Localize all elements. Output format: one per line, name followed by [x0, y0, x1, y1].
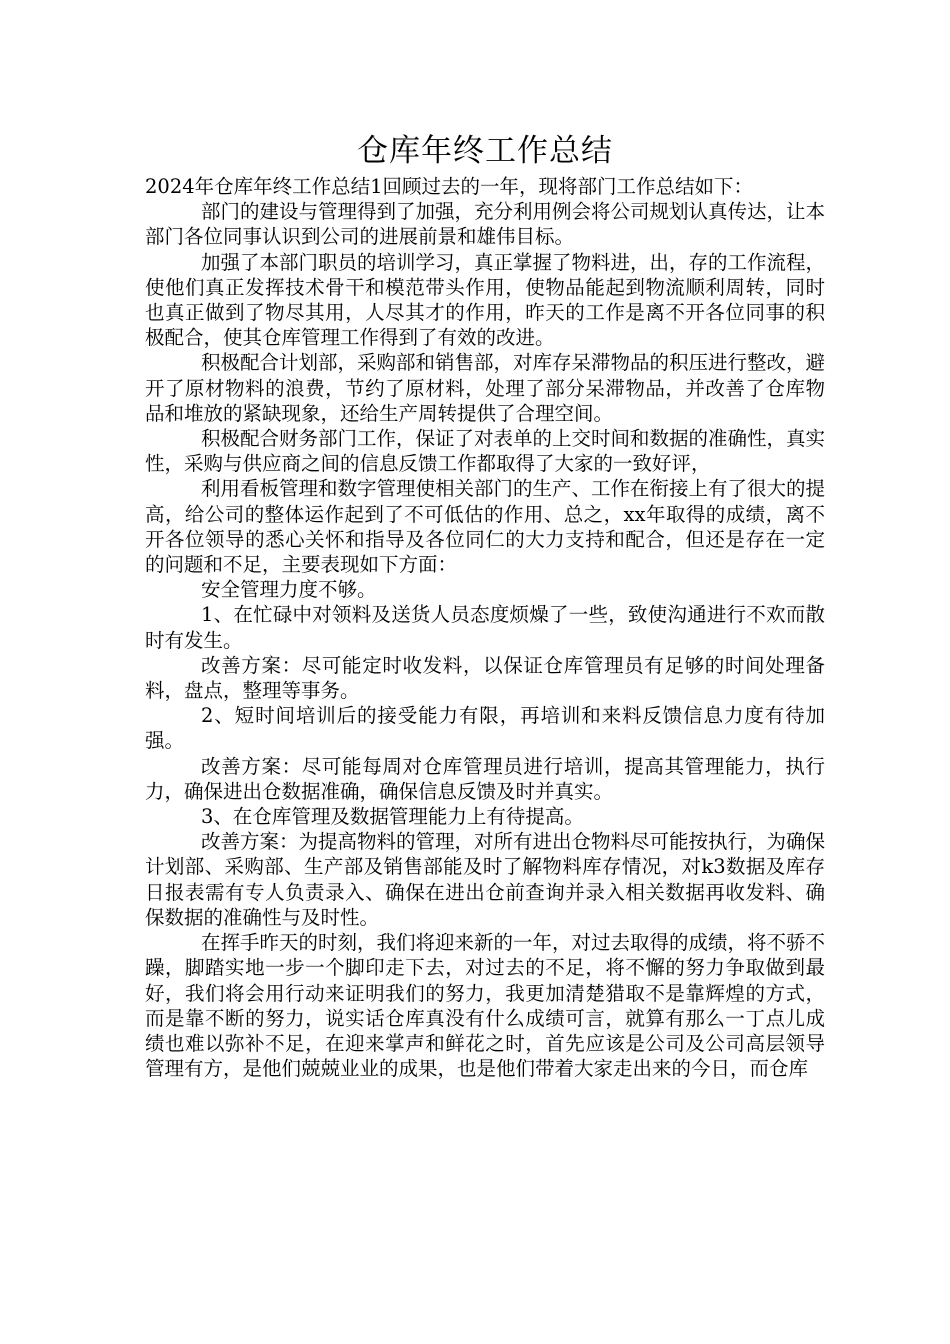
paragraph-issue-3: 3、在仓库管理及数据管理能力上有待提高。 [201, 805, 584, 829]
document-title: 仓库年终工作总结 [357, 133, 613, 169]
paragraph-safety-issue: 安全管理力度不够。 [201, 578, 377, 602]
paragraph-issue-1: 1、在忙碌中对领料及送货人员态度烦燥了一些，致使沟通进行不欢而散时有发生。 [145, 603, 825, 652]
paragraph-conclusion: 在挥手昨天的时刻，我们将迎来新的一年，对过去取得的成绩，将不骄不躁，脚踏实地一步一个脚印走下去，对过去的不足，将不懈的努力争取做到最好，我们将会用行动来证明我们的努力，我更加清楚猎取不是靠辉煌的方式，而是靠不断的努力，说实话仓库真没有什么成绩可言，就算有那么一丁点儿成绩也难以弥补不足，在迎来掌声和鲜花之时，首先应该是公司及公司高层领导管理有方，是他们兢兢业业的成果，也是他们带着大家走出来的今日，而仓库 [145, 931, 826, 1081]
paragraph-issue-2: 2、短时间培训后的接受能力有限，再培训和来料反馈信息力度有待加强。 [145, 704, 825, 753]
paragraph-solution-3: 改善方案：为提高物料的管理，对所有进出仓物料尽可能按执行，为确保计划部、采购部、生产部及销售部能及时了解物料库存情况，对k3数据及库存日报表需有专人负责录入、确保在进出仓前查询并录入相关数据再收发料、确保数据的准确性与及时性。 [145, 830, 826, 929]
paragraph-department-building: 部门的建设与管理得到了加强，充分利用例会将公司规划认真传达，让本部门各位同事认识到公司的进展前景和雄伟目标。 [145, 200, 826, 249]
paragraph-solution-1: 改善方案：尽可能定时收发料，以保证仓库管理员有足够的时间处理备料，盘点，整理等事务。 [145, 653, 825, 703]
paragraph-staff-training: 加强了本部门职员的培训学习，真正掌握了物料进，出，存的工作流程，使他们真正发挥技术骨干和模范带头作用，使物品能起到物流顺利周转，同时也真正做到了物尽其用，人尽其才的作用，昨天的工作是离不开各位同事的积极配合，使其仓库管理工作得到了有效的改进。 [145, 250, 826, 350]
paragraph-finance-cooperation: 积极配合财务部门工作，保证了对表单的上交时间和数据的准确性，真实性，采购与供应商之间的信息反馈工作都取得了大家的一致好评， [145, 427, 826, 476]
intro-line: 2024年仓库年终工作总结1回顾过去的一年，现将部门工作总结如下： [145, 175, 754, 198]
paragraph-inventory-cleanup: 积极配合计划部，采购部和销售部，对库存呆滞物品的积压进行整改，避开了原材物料的浪费，节约了原材料，处理了部分呆滞物品，并改善了仓库物品和堆放的紧缺现象，还给生产周转提供了合理空间。 [145, 351, 826, 425]
paragraph-kanban-management: 利用看板管理和数字管理使相关部门的生产、工作在衔接上有了很大的提高，给公司的整体运作起到了不可低估的作用、总之，xx年取得的成绩，离不开各位领导的悉心关怀和指导及各位同仁的大力支持和配合，但还是存在一定的问题和不足，主要表现如下方面： [145, 477, 826, 577]
document-body [145, 128, 825, 1081]
paragraph-solution-2: 改善方案：尽可能每周对仓库管理员进行培训，提高其管理能力，执行力，确保进出仓数据准确，确保信息反馈及时并真实。 [145, 754, 825, 803]
